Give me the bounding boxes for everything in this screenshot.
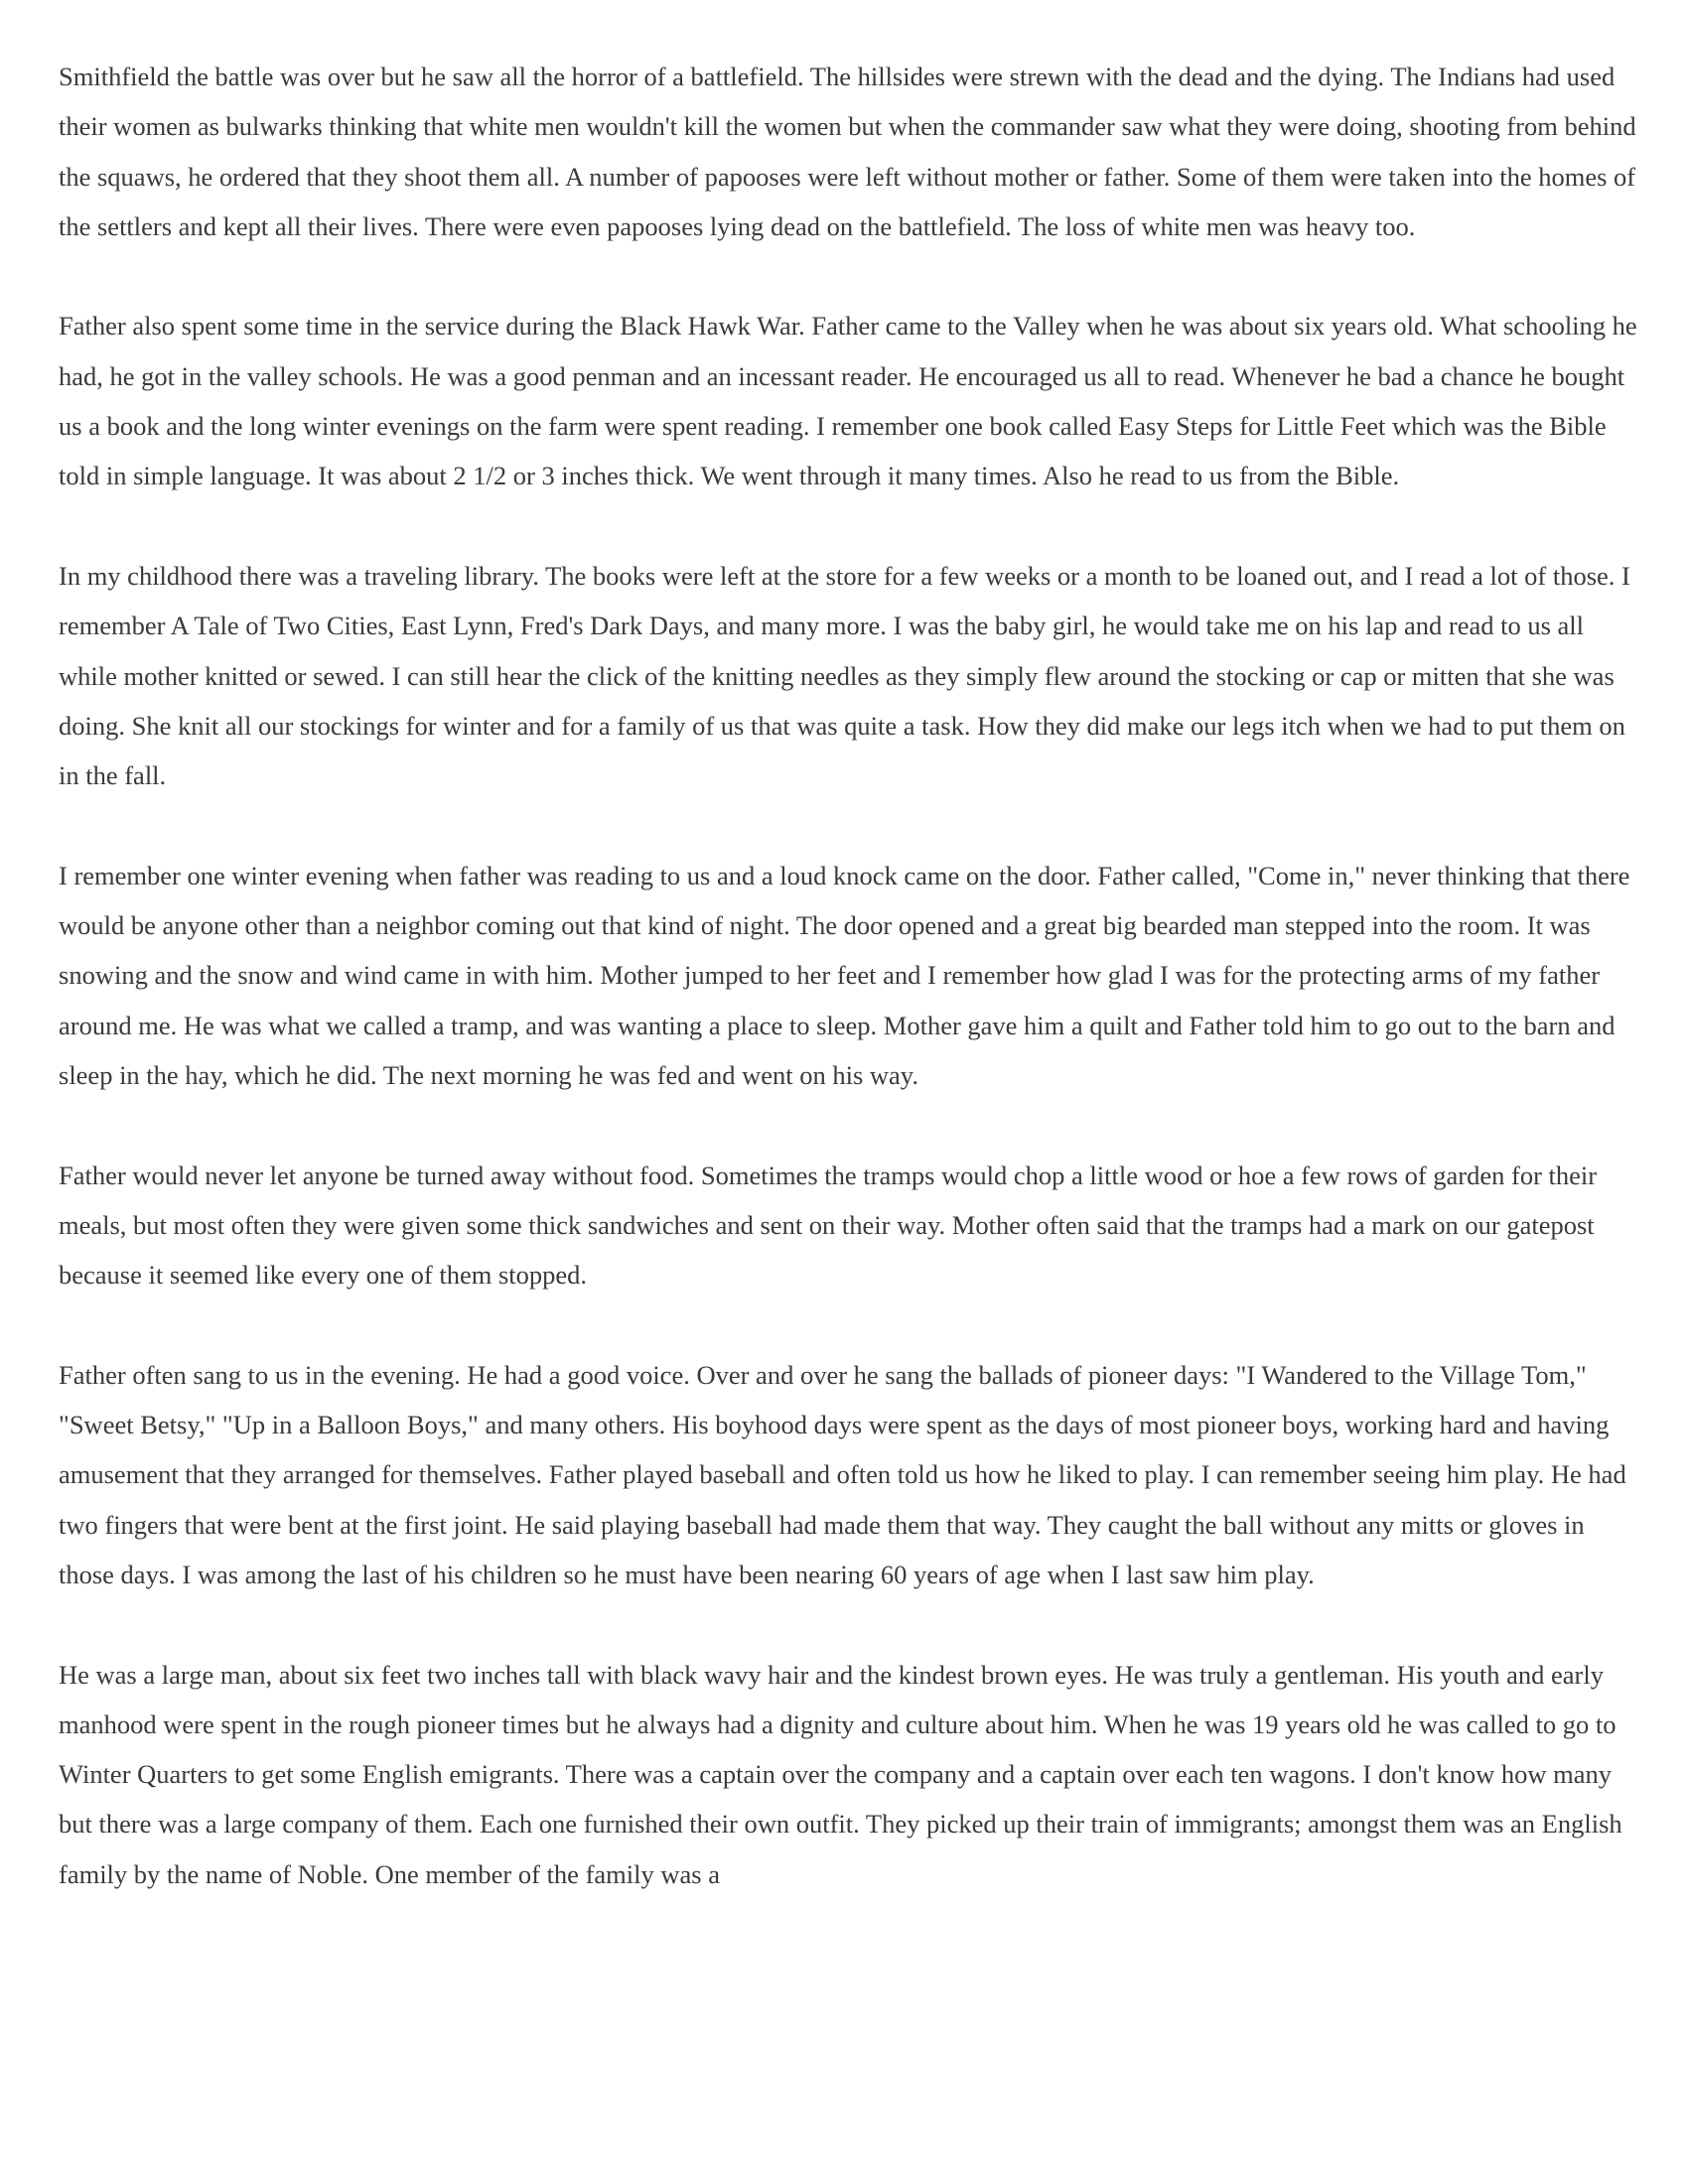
paragraph-singing-baseball: Father often sang to us in the evening. He had a good voice. Over and over he sang the ballads of pioneer days: "I Wandered to the Village Tom," "Sweet Betsy," "Up in a Balloon Boys," and many others. His boyhood days were spent as the days of most pioneer boys, working hard and having amusement that they arranged for themselves. Father played baseball and often told us how he liked to play. I can remember seeing him play. He had two fingers that were bent at the first joint. He said playing baseball had made them that way. They caught the ball without any mitts or gloves in those days. I was among the last of his children so he must have been nearing 60 years of age when I last saw him play. [59,1359,1626,1589]
paragraph-father-description: He was a large man, about six feet two inches tall with black wavy hair and the kindest brown eyes. He was truly a gentleman. His youth and early manhood were spent in the rough pioneer times but he always had a dignity and culture about him. When he was 19 years old he was called to go to Winter Quarters to get some English emigrants. There was a captain over the company and a captain over each ten wagons. I don't know how many but there was a large company of them. Each one furnished their own outfit. They picked up their train of immigrants; amongst them was an English family by the name of Noble. One member of the family was a [59,1659,1622,1889]
paragraph-food-for-tramps: Father would never let anyone be turned away without food. Sometimes the tramps would chop a little wood or hoe a few rows of garden for their meals, but most often they were given some thick sandwiches and sent on their way. Mother often said that the tramps had a mark on our gatepost because it seemed like every one of them stopped. [59,1160,1598,1291]
paragraph-schooling: Father also spent some time in the service during the Black Hawk War. Father came to the Valley when he was about six years old. What schooling he had, he got in the valley schools. He was a good penman and an incessant reader. He encouraged us all to read. Whenever he bad a chance he bought us a book and the long winter evenings on the farm were spent reading. I remember one book called Easy Steps for Little Feet which was the Bible told in simple language. It was about 2 1/2 or 3 inches thick. We went through it many times. Also he read to us from the Bible. [59,311,1637,491]
paragraph-traveling-library: In my childhood there was a traveling library. The books were left at the store for a few weeks or a month to be loaned out, and I read a lot of those. I remember A Tale of Two Cities, East Lynn, Fred's Dark Days, and many more. I was the baby girl, he would take me on his lap and read to us all while mother knitted or sewed. I can still hear the click of the knitting needles as they simply flew around the stocking or cap or mitten that she was doing. She knit all our stockings for winter and for a family of us that was quite a task. How they did make our legs itch when we had to put them on in the fall. [59,560,1630,791]
document-body [59,52,1642,1899]
paragraph-battlefield: Smithfield the battle was over but he saw all the horror of a battlefield. The hillsides were strewn with the dead and the dying. The Indians had used their women as bulwarks thinking that white men wouldn't kill the women but when the commander saw what they were doing, shooting from behind the squaws, he ordered that they shoot them all. A number of papooses were left without mother or father. Some of them were taken into the homes of the settlers and kept all their lives. There were even papooses lying dead on the battlefield. The loss of white men was heavy too. [59,62,1636,241]
paragraph-winter-evening-tramp: I remember one winter evening when father was reading to us and a loud knock came on the door. Father called, "Come in," never thinking that there would be anyone other than a neighbor coming out that kind of night. The door opened and a great big bearded man stepped into the room. It was snowing and the snow and wind came in with him. Mother jumped to her feet and I remember how glad I was for the protecting arms of my father around me. He was what we called a tramp, and was wanting a place to sleep. Mother gave him a quilt and Father told him to go out to the barn and sleep in the hay, which he did. The next morning he was fed and went on his way. [59,860,1630,1090]
